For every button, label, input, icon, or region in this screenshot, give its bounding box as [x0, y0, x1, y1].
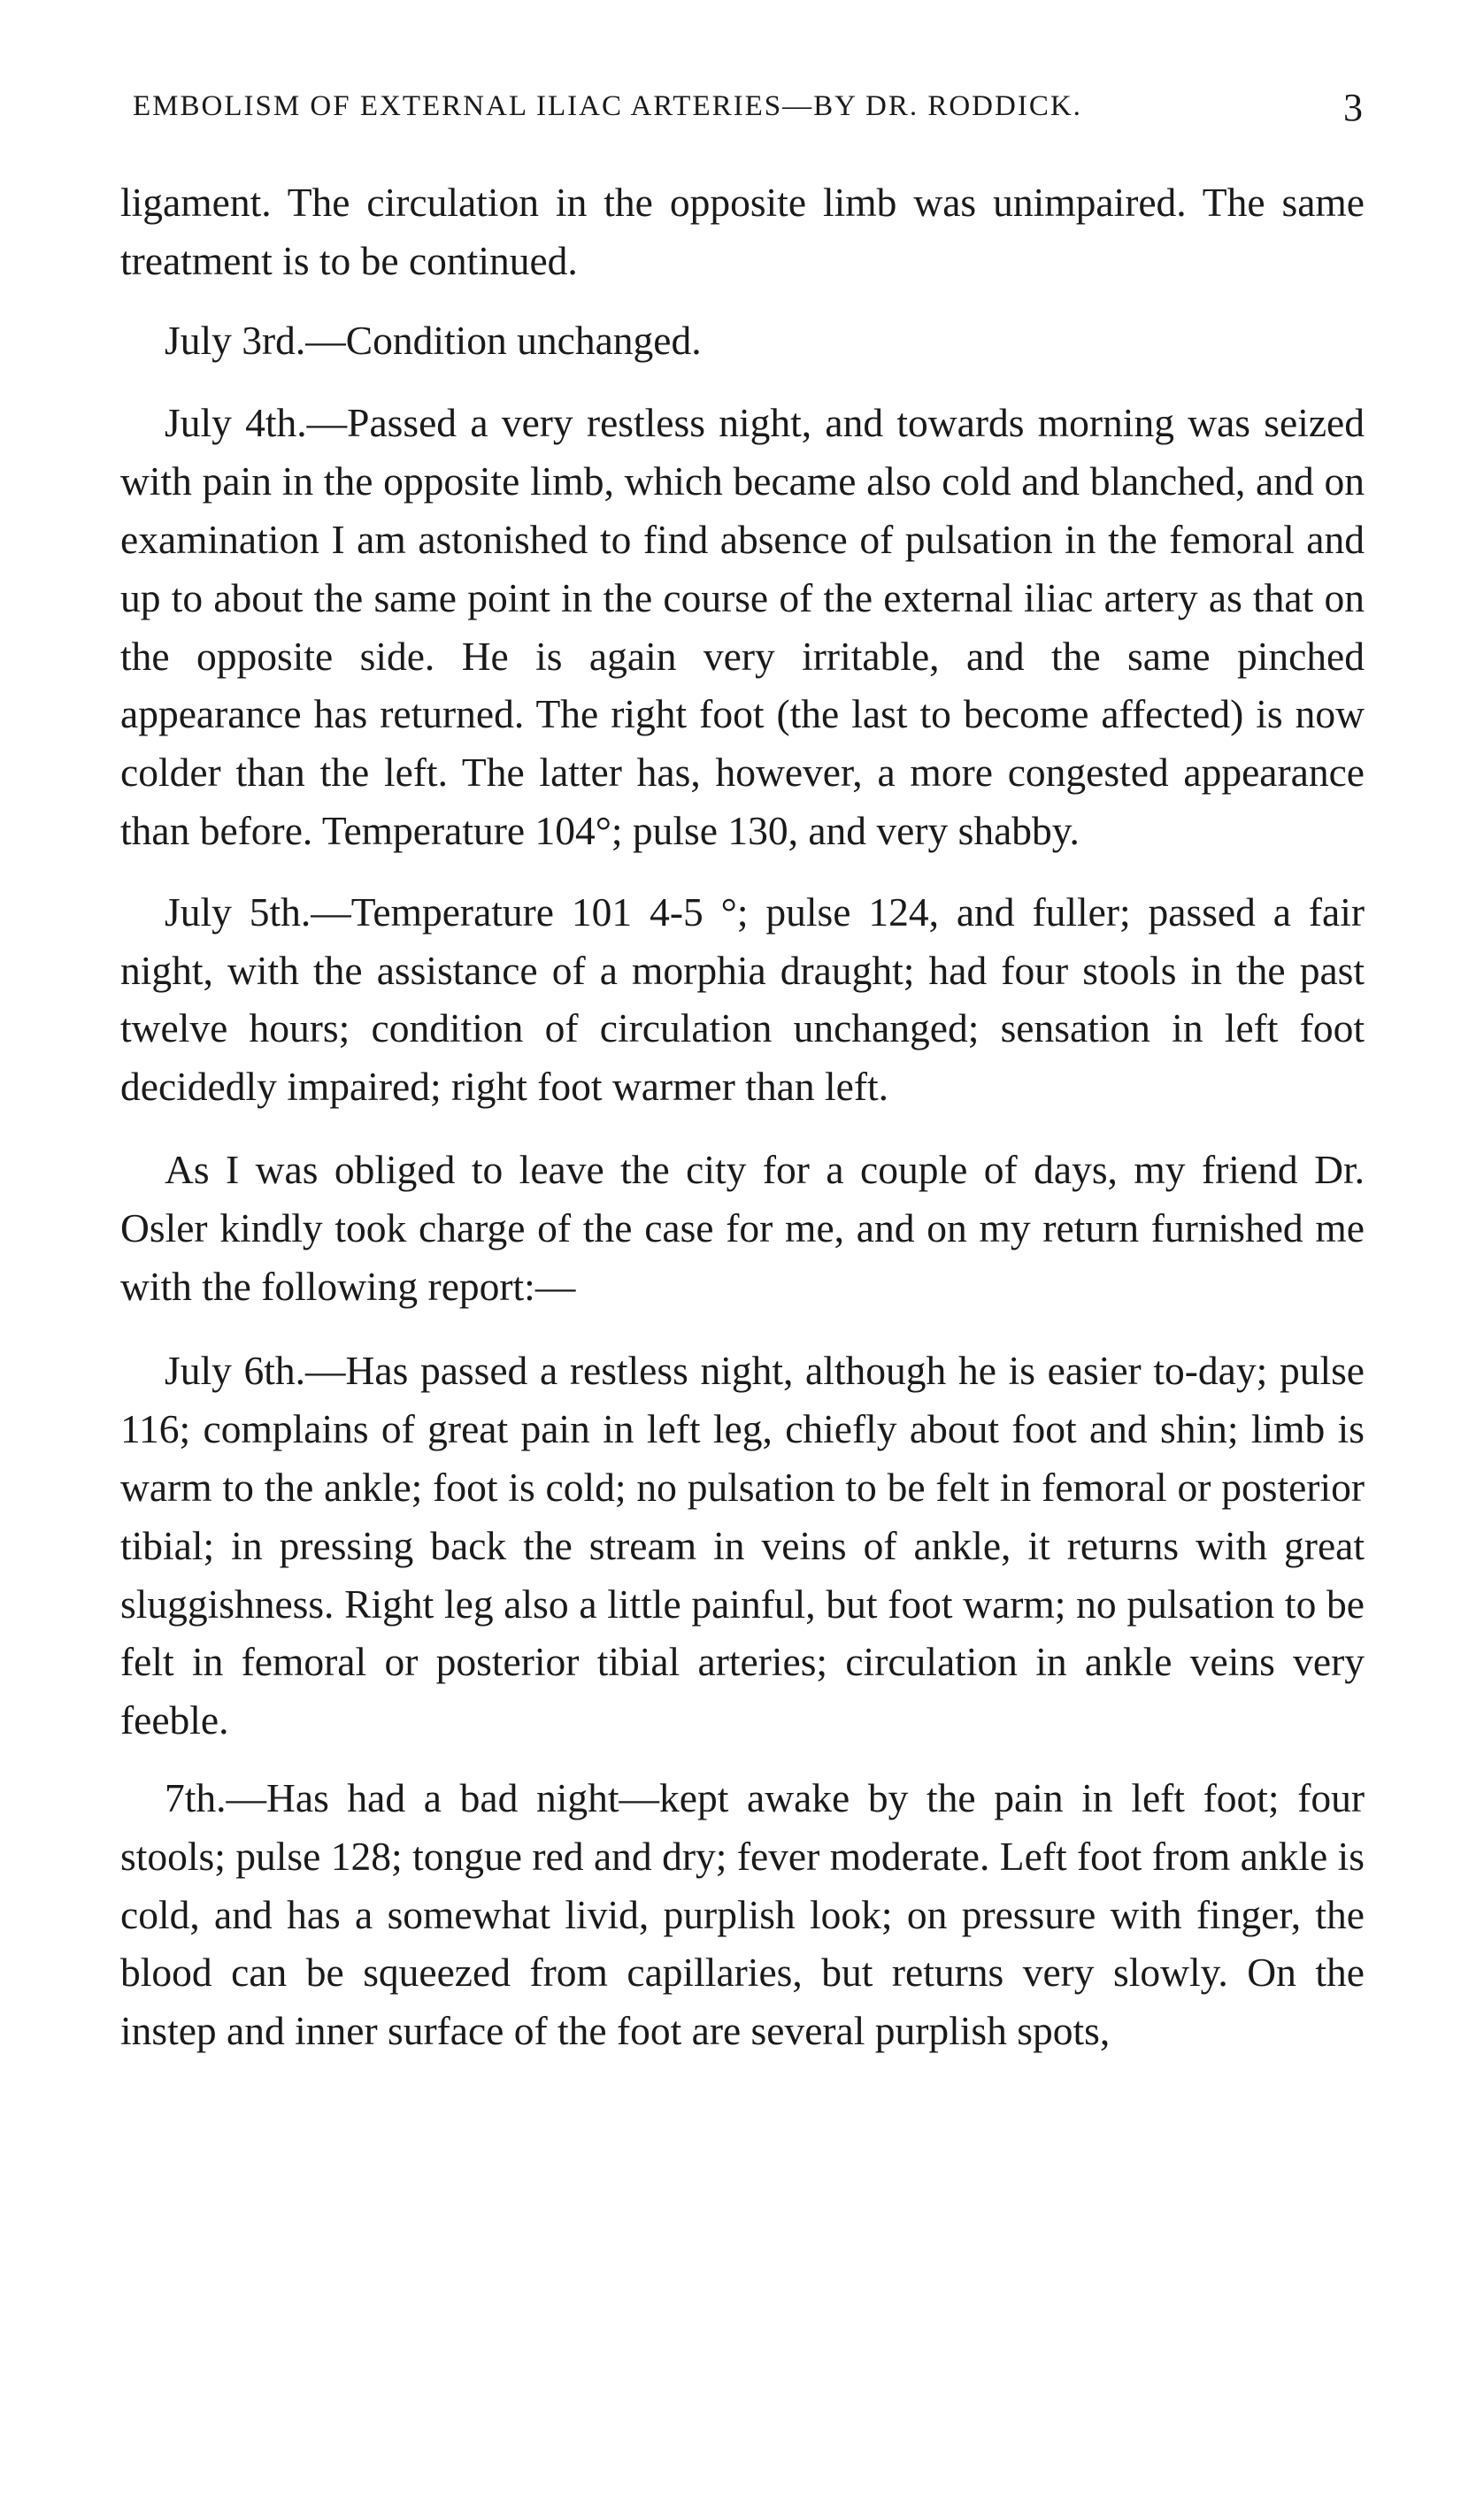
paragraph-osler-report: As I was obliged to leave the city for a couple of days, my friend Dr. Osler kindly took charge of the case for me, and on my return furnished me with the following report:—: [120, 1146, 1365, 1309]
page-number: 3: [1343, 86, 1363, 129]
paragraph-july-7th: 7th.—Has had a bad night—kept awake by the pain in left foot; four stools; pulse 128; tongue red and dry; fever moderate. Left foot from ankle is cold, and has a somewhat livid, purplish look; on pressure with finger, the blood can be squeezed from capillaries, but returns very slowly. On the instep and inner surface of the foot are several purplish spots,: [120, 1774, 1365, 2054]
page-header: [133, 85, 1363, 138]
paragraph-july-4th: July 4th.—Passed a very restless night, and towards morning was seized with pain in the opposite limb, which became also cold and blanched, and on examination I am astonished to find absence of pulsation in the femoral and up to about the same point in the course of the external iliac artery as that on the opposite side. He is again very irritable, and the same pinched appearance has returned. The right foot (the last to become affected) is now colder than the left. The latter has, however, a more congested appearance than before. Temperature 104°; pulse 130, and very shabby.: [120, 400, 1365, 853]
paragraph-july-5th: July 5th.—Temperature 101 4-5 °; pulse 124, and fuller; passed a fair night, with the assistance of a morphia draught; had four stools in the past twelve hours; condition of circulation unchanged; sensation in left foot decidedly impaired; right foot warmer than left.: [120, 889, 1365, 1110]
paragraph-july-6th: July 6th.—Has passed a restless night, although he is easier to-day; pulse 116; complains of great pain in left leg, chiefly about foot and shin; limb is warm to the ankle; foot is cold; no pulsation to be felt in femoral or posterior tibial; in pressing back the stream in veins of ankle, it returns with great sluggishness. Right leg also a little painful, but foot warm; no pulsation to be felt in femoral or posterior tibial arteries; circulation in ankle veins very feeble.: [120, 1348, 1365, 1743]
body-text: [120, 173, 1365, 2060]
paragraph-july-3rd: July 3rd.—Condition unchanged.: [165, 317, 702, 363]
running-title: EMBOLISM OF EXTERNAL ILIAC ARTERIES—BY DR. RODDICK.: [133, 90, 1082, 122]
paragraph-ligament: ligament. The circulation in the opposite limb was unimpaired. The same treatment is to be continued.: [120, 180, 1365, 283]
